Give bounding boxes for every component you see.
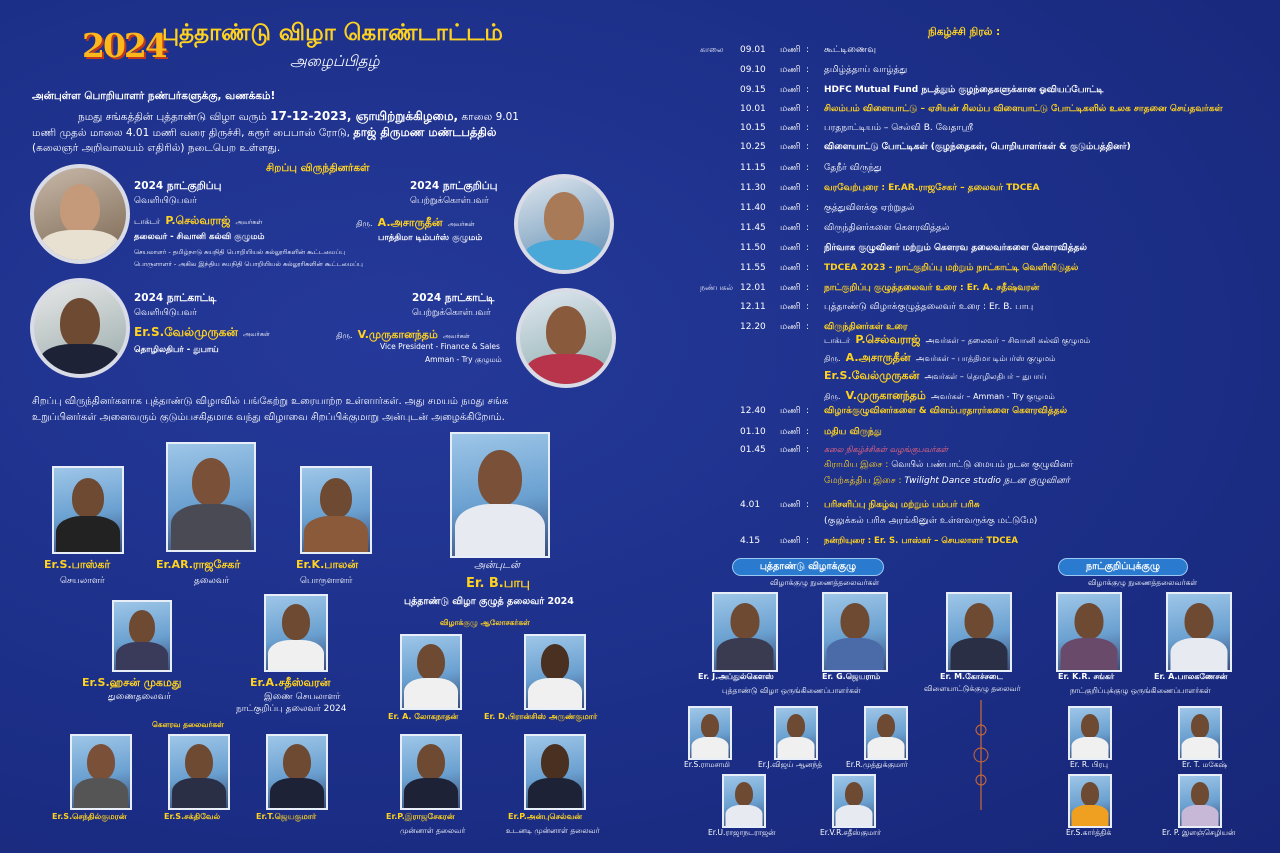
officer1-role: செயலாளர் [60, 576, 105, 586]
committee-member-name: Er. G.ஜெயராம் [822, 672, 881, 681]
program-unit: மணி [780, 142, 801, 152]
guest4-label: 2024 நாட்காட்டி [412, 292, 495, 304]
honorary-title: கௌரவ தலைவர்கள் [152, 720, 224, 729]
event-title: புத்தாண்டு விழா கொண்டாட்டம் [162, 20, 503, 46]
program-unit: மணி [780, 65, 801, 75]
program-unit: மணி [780, 302, 801, 312]
program-unit: மணி [780, 223, 801, 233]
guest2-photo [514, 174, 614, 274]
program-time: 11.45 [740, 223, 766, 233]
advisor1-photo [400, 634, 462, 710]
guest2-label: 2024 நாட்குறிப்பு [410, 180, 498, 192]
coordinator-name: Er.R.முத்துக்குமார் [846, 760, 908, 769]
program-time: 11.15 [740, 163, 766, 173]
closing-line2: உறுப்பினர்கள் அனைவரும் குடும்பசகிதமாக வந்து விழாவை சிறப்பிக்குமாறு அன்புடன் அழைக்கிறோம். [32, 412, 505, 423]
honorary1-name: Er.S.செந்தில்குமரன் [52, 812, 127, 821]
program-time: 12.01 [740, 283, 766, 293]
chairman-name: Er. B.பாபு [466, 576, 530, 591]
coordinator-name: Er. T. மகேஷ் [1182, 760, 1227, 769]
year-logo: 2024 [82, 26, 166, 65]
arts-row2: மேற்கத்திய இசை : Twilight Dance studio நடன குழுவினர் [824, 476, 1070, 486]
program-unit: மணி [780, 104, 801, 114]
advisor1-name: Er. A. லோகநாதன் [388, 712, 459, 721]
coordinator-name: Er.V.R.சதீஸ்குமார் [820, 828, 881, 837]
speaker4: திரு. V.முருகானந்தம் அவர்கள் – Amman - Try குழுமம் [824, 389, 1055, 402]
coordinator-name: Er.U.ராஜாநடராஜன் [708, 828, 776, 837]
program-time: 12.20 [740, 322, 766, 332]
former1-name: Er.P.இராஜசேகரன் [386, 812, 455, 821]
program-description: சிலம்பம் விளையாட்டு – ஏசியன் சிலம்ப விளையாட்டு போட்டிகளில் உலக சாதனை செய்தவர்கள் [824, 104, 1223, 114]
officer4-photo [112, 600, 172, 672]
officer5-role1: இணை செயலாளர் [264, 692, 341, 702]
arts-row1: கிராமிய இசை : வெயில் பண்பாட்டு மையம் நடன குழுவினர் [824, 460, 1074, 470]
program-description: கூட்டிணைவு [824, 45, 876, 55]
diary-coordinators-label: நாட்குறிப்புக்குழு ஒருங்கிணைப்பாளர்கள் [1070, 686, 1211, 695]
program-unit: மணி [780, 243, 801, 253]
guest3-role: தொழிலதிபர் - துபாய் [134, 345, 219, 355]
program-description: விருந்தினர்களை கௌரவித்தல் [824, 223, 950, 233]
program-description: HDFC Mutual Fund நடத்தும் குழந்தைகளுக்கான ஓவியப்போட்டி [824, 85, 1104, 95]
coordinator-name: Er. R. பிரபு [1070, 760, 1108, 769]
newyear-committee-title: புத்தாண்டு விழாக்குழு [732, 558, 884, 576]
officer4-name: Er.S.ஹசன் முகமது [82, 676, 182, 689]
guest1-name-line: டாக்டர் P.செல்வராஜ் அவர்கள் [134, 214, 263, 227]
chairman-role: புத்தாண்டு விழா குழுத் தலைவர் 2024 [404, 596, 574, 607]
coordinator-photo [1068, 774, 1112, 828]
guest4-action: பெற்றுக்கொள்பவர் [412, 308, 491, 318]
program-period: நண்பகல் [700, 283, 734, 292]
coordinator-photo [774, 706, 818, 760]
speaker1: டாக்டர் P.செல்வராஜ் அவர்கள் – தலைவர் – சிவானி கல்வி குழுமம் [824, 333, 1091, 346]
officer5-name: Er.A.சதீஸ்வரன் [250, 676, 331, 689]
coordinator-photo [688, 706, 732, 760]
former2-name: Er.P.அன்புசெல்வன் [508, 812, 583, 821]
program-description: TDCEA 2023 - நாட்குறிப்பு மற்றும் நாட்காட்டி வெளியிடுதல் [824, 263, 1079, 273]
program-time: 09.15 [740, 85, 766, 95]
officer3-role: பொருளாளர் [300, 576, 353, 586]
honorary1-photo [70, 734, 132, 810]
officer3-name: Er.K.பாலன் [296, 558, 358, 571]
coordinator-photo [1178, 706, 1222, 760]
coordinator-name: Er.S.ராமசாமி [684, 760, 730, 769]
guest3-label: 2024 நாட்காட்டி [134, 292, 217, 304]
committee-member-name: Er. K.R. சங்கர் [1058, 672, 1115, 681]
officer1-photo [52, 466, 124, 554]
committee-member-photo [712, 592, 778, 672]
guest4-photo [516, 288, 616, 388]
program-row-0401-note: (குலுக்கல் பரிசு அரங்கினுள் உள்ளவருக்கு மட்டுமே) [824, 516, 1038, 526]
program-description: குத்துவிளக்கு ஏற்றுதல் [824, 203, 915, 213]
coordinator-photo [832, 774, 876, 828]
program-unit: மணி [780, 183, 801, 193]
program-unit: மணி [780, 45, 801, 55]
program-description: தமிழ்த்தாய் வாழ்த்து [824, 65, 908, 75]
program-description: விளையாட்டு போட்டிகள் (குழந்தைகள், பொறியாளர்கள் & குடும்பத்தினர்) [824, 142, 1131, 152]
program-time: 10.25 [740, 142, 766, 152]
former2-role: உடனடி முன்னாள் தலைவர் [506, 826, 600, 835]
program-unit: மணி [780, 163, 801, 173]
officer5-photo [264, 594, 328, 672]
intro-paragraph: நமது சங்கத்தின் புத்தாண்டு விழா வரும் 17-12-2023, ஞாயிற்றுக்கிழமை, காலை 9.01 [78, 109, 519, 123]
program-description: வரவேற்புரை : Er.AR.ராஜசேகர் – தலைவர் TDCEA [824, 183, 1040, 193]
program-time: 11.40 [740, 203, 766, 213]
committee-member-name: Er. M.கோச்சடை [940, 672, 1003, 681]
guest2-action: பெற்றுக்கொள்பவர் [410, 196, 489, 206]
program-description: விருந்தினர்கள் உரை [824, 322, 908, 332]
program-description: நிர்வாக குழுவினர் மற்றும் கௌரவ தலைவர்களை கௌரவித்தல் [824, 243, 1087, 253]
honorary3-name: Er.T.ஜெயகுமார் [256, 812, 317, 821]
program-unit: மணி [780, 123, 801, 133]
newyear-coordinators-label: புத்தாண்டு விழா ஒருங்கிணைப்பாளர்கள் [722, 686, 861, 695]
program-unit: மணி [780, 203, 801, 213]
program-unit: மணி [780, 85, 801, 95]
chairman-pre: அன்புடன் [474, 560, 520, 571]
guest1-action: வெளியிடுபவர் [134, 196, 197, 206]
coordinator-photo [864, 706, 908, 760]
committee-member-photo [1166, 592, 1232, 672]
committee-member-photo [946, 592, 1012, 672]
former1-photo [400, 734, 462, 810]
program-time: 12.11 [740, 302, 766, 312]
officer3-photo [300, 466, 372, 554]
advisor2-photo [524, 634, 586, 710]
guest2-role: பாத்திமா டிம்பர்ஸ் குழுமம் [378, 233, 483, 243]
officer5-role2: நாட்குறிப்பு தலைவர் 2024 [236, 704, 347, 714]
coordinator-name: Er.S.கார்த்திக் [1066, 828, 1112, 837]
newyear-committee-sub: விழாக்குழு நுணைத்தலைவர்கள் [770, 578, 880, 587]
guest4-name-line: திரு. V.முருகானந்தம் அவர்கள் [336, 328, 470, 341]
program-description: புத்தாண்டு விழாக்குழுத்தலைவர் உரை : Er. B. பாபு [824, 302, 1034, 312]
guest2-name-line: திரு. A.அசாருதீன் அவர்கள் [356, 216, 475, 229]
guest4-role2: Amman - Try குழுமம் [425, 355, 502, 364]
closing-line1: சிறப்பு விருந்தினர்களாக புத்தாண்டு விழாவில் பங்கேற்று உரையாற்ற உள்ளார்கள். அது சமயம் நமது சங்க [32, 396, 509, 407]
program-time: 10.15 [740, 123, 766, 133]
officer2-role: தலைவர் [194, 576, 230, 586]
special-guests-title: சிறப்பு விருந்தினர்கள் [266, 162, 370, 174]
intro-line3: (கலைஞர் அறிவாலயம் எதிரில்) நடைபெற உள்ளது. [32, 142, 281, 154]
guest1-extra2: பொருளாளர் - அகில இந்திய சுயநிதி பொறியியல் கல்லூரிகளின் கூட்டமைப்பு [134, 260, 363, 268]
coordinator-photo [1178, 774, 1222, 828]
intro-line2: மணி முதல் மாலை 4.01 மணி வரை திருச்சி, கரூர் பைபாஸ் ரோடு, தாஜ் திருமண மண்டபத்தில் [32, 125, 497, 139]
program-unit: மணி [780, 322, 801, 332]
guest3-name-line: Er.S.வேல்முருகன் அவர்கள் [134, 325, 270, 339]
program-time: 11.30 [740, 183, 766, 193]
program-description: பரதநாட்டியம் – செல்வி B. வேதாஸ்ரீ [824, 123, 973, 133]
guest1-role: தலைவர் - சிவானி கல்வி குழுமம் [134, 232, 265, 242]
program-time: 09.10 [740, 65, 766, 75]
former1-role: முன்னாள் தலைவர் [400, 826, 466, 835]
greeting: அன்புள்ள பொறியாளர் நண்பர்களுக்கு, வணக்கம்! [32, 90, 276, 102]
guest1-extra1: செயலாளர் - தமிழ்நாடு சுயநிதி பொறியியல் கல்லூரிகளின் கூட்டமைப்பு [134, 248, 346, 256]
chairman-photo [450, 432, 550, 558]
ornament-divider [970, 700, 992, 810]
speaker3: Er.S.வேல்முருகன் அவர்கள் – தொழிலதிபர் – துபாய் [824, 369, 1047, 382]
committee-member-name: Er. J.அப்துல்கௌஸ் [698, 672, 774, 681]
diary-committee-sub: விழாக்குழு நுணைத்தலைவர்கள் [1088, 578, 1198, 587]
guest1-photo [30, 164, 130, 264]
guest4-role1: Vice President - Finance & Sales [380, 342, 500, 351]
coordinator-photo [722, 774, 766, 828]
program-description: நாட்குறிப்பு குழுத்தலைவர் உரை : Er. A. சதீஷ்வரன் [824, 283, 1040, 293]
committee-member-photo [1056, 592, 1122, 672]
honorary2-name: Er.S.சக்திவேல் [164, 812, 221, 821]
advisors-title: விழாக்குழு ஆலோசகர்கள் [440, 618, 530, 627]
guest3-photo [30, 278, 130, 378]
officer2-name: Er.AR.ராஜசேகர் [156, 558, 241, 571]
program-time: 09.01 [740, 45, 766, 55]
program-unit: மணி [780, 283, 801, 293]
program-title: நிகழ்ச்சி நிரல் : [928, 26, 1001, 38]
coordinator-name: Er. P. இளஞ்செழியன் [1162, 828, 1236, 837]
advisor2-name: Er. D.பிரான்சிஸ் அருண்குமார் [484, 712, 598, 721]
program-unit: மணி [780, 263, 801, 273]
committee-member-photo [822, 592, 888, 672]
officer2-photo [166, 442, 256, 552]
guest1-label: 2024 நாட்குறிப்பு [134, 180, 222, 192]
guest3-action: வெளியிடுபவர் [134, 308, 197, 318]
speaker2: திரு. A.அசாருதீன் அவர்கள் – பாத்திமா டிம்பர்ஸ் குழுமம் [824, 351, 1056, 364]
officer1-name: Er.S.பாஸ்கர் [44, 558, 111, 571]
program-time: 11.55 [740, 263, 766, 273]
program-period: காலை [700, 45, 724, 54]
program-time: 10.01 [740, 104, 766, 114]
former2-photo [524, 734, 586, 810]
officer4-role: துணைதலைவர் [108, 692, 171, 702]
program-time: 11.50 [740, 243, 766, 253]
committee-member-name: Er. A.பாலகணேசன் [1154, 672, 1228, 681]
honorary2-photo [168, 734, 230, 810]
coordinator-photo [1068, 706, 1112, 760]
coordinator-name: Er.J.விஜய் ஆனந்த் [758, 760, 823, 769]
program-description: தேநீர் விருந்து [824, 163, 882, 173]
honorary3-photo [266, 734, 328, 810]
invitation-subtitle: அழைப்பிதழ் [290, 52, 380, 70]
committee-member-role: விளையாட்டுக்குழு தலைவர் [924, 684, 1021, 693]
diary-committee-title: நாட்குறிப்புக்குழு [1058, 558, 1188, 576]
